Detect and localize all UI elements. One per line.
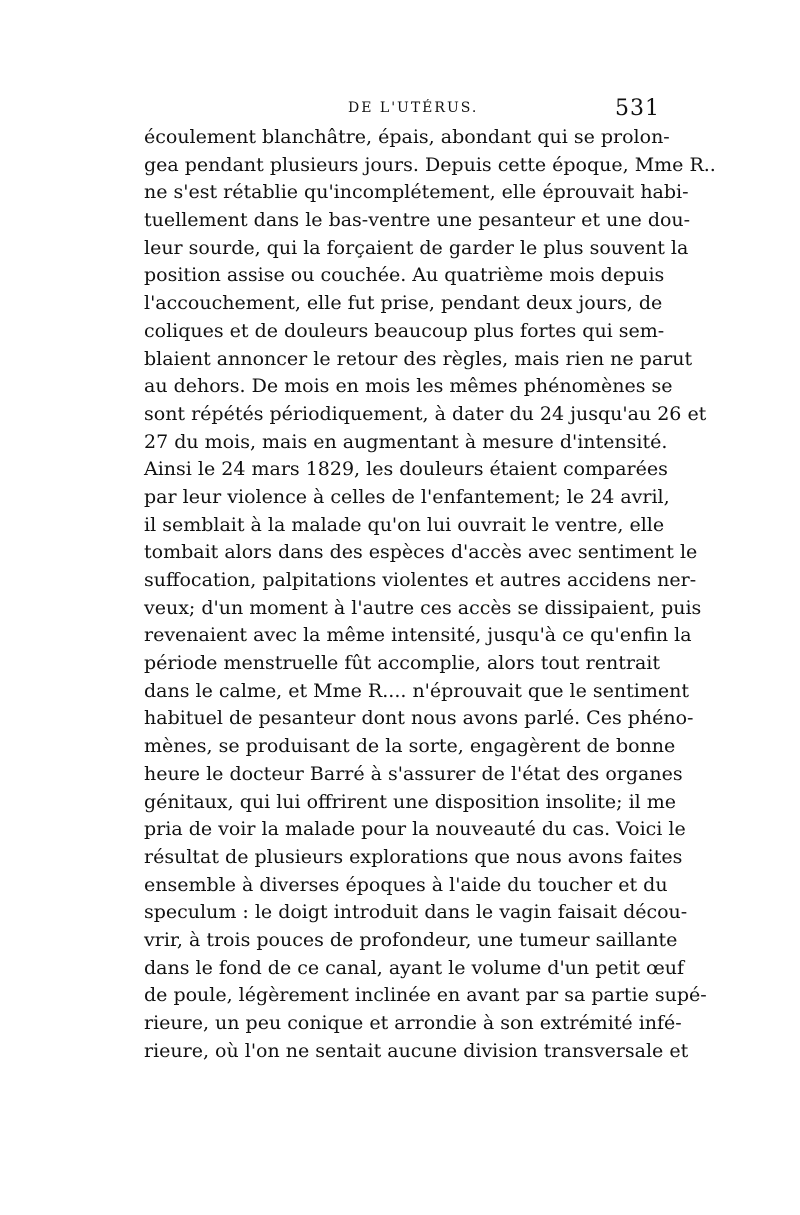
text-line: sont répétés périodiquement, à dater du 24 jusqu'au 26 et [144,402,707,425]
text-line: speculum : le doigt introduit dans le vagin faisait décou- [144,901,688,924]
text-line: vrir, à trois pouces de profondeur, une tumeur saillante [144,928,678,951]
text-line: l'accouchement, elle fut prise, pendant deux jours, de [144,292,663,315]
text-line: coliques et de douleurs beaucoup plus fortes qui sem- [144,319,665,342]
text-line: rieure, où l'on ne sentait aucune division transversale et [144,1039,689,1062]
text-line: habituel de pesanteur dont nous avons parlé. Ces phéno- [144,707,694,730]
running-head [140,96,660,126]
text-line: suffocation, palpitations violentes et autres accidens ner- [144,569,697,591]
text-line: ensemble à diverses époques à l'aide du toucher et du [144,873,668,896]
text-line: par leur violence à celles de l'enfantement; le 24 avril, [144,485,670,508]
text-line: dans le fond de ce canal, ayant le volume d'un petit œuf [144,956,685,979]
text-line: période menstruelle fût accomplie, alors tout rentrait [144,652,661,675]
text-line: ne s'est rétablie qu'incomplétement, elle éprouvait habi- [144,181,689,204]
text-line: tombait alors dans des espèces d'accès avec sentiment le [144,541,698,564]
text-line: écoulement blanchâtre, épais, abondant qui se prolon- [144,126,670,148]
text-line: blaient annoncer le retour des règles, mais rien ne parut [144,347,693,370]
text-line: résultat de plusieurs explorations que nous avons faites [144,845,683,868]
text-line: gea pendant plusieurs jours. Depuis cette époque, Mme R.. [144,153,716,176]
text-line: rieure, un peu conique et arrondie à son extrémité infé- [144,1012,682,1034]
text-line: tuellement dans le bas-ventre une pesanteur et une dou- [144,209,691,232]
text-line: il semblait à la malade qu'on lui ouvrait le ventre, elle [144,513,665,536]
running-title: DE L'UTÉRUS. [348,100,479,116]
text-line: génitaux, qui lui offrirent une disposition insolite; il me [144,790,677,813]
text-line: veux; d'un moment à l'autre ces accès se dissipaient, puis [144,596,702,619]
text-line: position assise ou couchée. Au quatrième mois depuis [144,264,665,287]
text-line: Ainsi le 24 mars 1829, les douleurs étaient comparées [144,458,668,481]
text-line: pria de voir la malade pour la nouveauté du cas. Voici le [144,818,686,841]
text-line: dans le calme, et Mme R.... n'éprouvait que le sentiment [144,679,689,702]
text-line: 27 du mois, mais en augmentant à mesure d'intensité. [144,430,668,453]
text-line: revenaient avec la même intensité, jusqu'à ce qu'enfin la [144,624,692,647]
page-number: 531 [615,96,660,121]
text-line: de poule, légèrement inclinée en avant par sa partie supé- [144,984,707,1007]
body-text [144,124,716,1065]
text-line: mènes, se produisant de la sorte, engagèrent de bonne [144,735,676,758]
text-line: au dehors. De mois en mois les mêmes phénomènes se [144,375,673,398]
text-line: leur sourde, qui la forçaient de garder le plus souvent la [144,236,689,259]
text-line: heure le docteur Barré à s'assurer de l'état des organes [144,762,683,785]
